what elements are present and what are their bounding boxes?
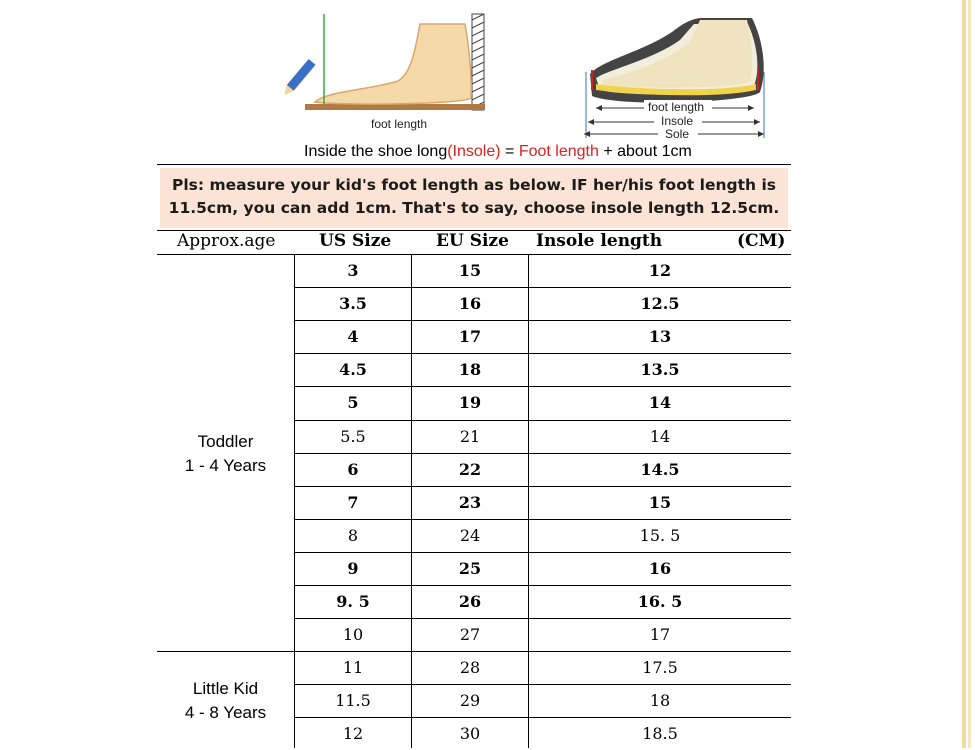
eu-size-cell: 27 (459, 625, 481, 645)
us-size-cell: 4 (347, 327, 359, 347)
header-insole-length: Insole length (536, 231, 663, 251)
caption-insole: Insole (661, 114, 694, 128)
caption-sole: Sole (665, 127, 690, 141)
insole-length-cell: 14.5 (640, 459, 680, 479)
insole-length-cell: 17.5 (642, 658, 678, 678)
us-size-cell: 8 (347, 525, 359, 545)
insole-length-cell: 13 (648, 327, 672, 347)
eu-size-cell: 30 (459, 724, 481, 744)
group-toddler-title: Toddler (197, 432, 254, 451)
eu-size-cell: 19 (458, 393, 482, 413)
us-size-cell: 3 (347, 261, 359, 280)
group-little-kid (158, 677, 293, 725)
eu-size-cell: 26 (458, 592, 482, 611)
insole-length-cell: 18.5 (642, 724, 678, 744)
header-us-size: US Size (319, 231, 392, 251)
caption-foot-length: foot length (371, 117, 428, 131)
us-size-cell: 11 (342, 658, 364, 678)
eu-size-cell: 22 (458, 459, 482, 479)
header-approx-age: Approx.age (177, 231, 276, 251)
rule-under-note (157, 164, 791, 165)
eu-size-cell: 18 (458, 360, 482, 380)
note-foot-length: Foot length (518, 143, 599, 160)
note-prefix: Inside the shoe long (304, 143, 448, 160)
us-size-cell: 12 (342, 724, 364, 744)
us-size-cell: 9. 5 (336, 592, 370, 611)
eu-size-cell: 24 (459, 525, 481, 545)
insole-length-cell: 18 (649, 691, 671, 711)
us-size-cell: 4.5 (339, 360, 367, 380)
eu-size-cell: 25 (458, 558, 482, 578)
insole-length-cell: 12.5 (640, 294, 680, 314)
group-little-kid-title: Little Kid (192, 679, 259, 698)
eu-size-cell: 29 (459, 691, 481, 711)
us-size-cell: 7 (347, 492, 359, 512)
us-size-cell: 9 (347, 558, 359, 578)
eu-size-cell: 23 (458, 492, 482, 512)
eu-size-cell: 28 (459, 658, 481, 678)
group-toddler-ages: 1 - 4 Years (184, 456, 267, 475)
insole-length-cell: 14 (649, 426, 671, 446)
foot-measure-illustration (285, 12, 490, 117)
insole-length-cell: 16. 5 (637, 592, 683, 611)
insole-length-cell: 15. 5 (639, 525, 681, 545)
note-equals: = (500, 143, 519, 160)
eu-size-cell: 16 (458, 294, 482, 314)
page-edge-stripe-outer (968, 0, 971, 748)
eu-size-cell: 17 (458, 327, 482, 347)
note-suffix: + about 1cm (598, 143, 692, 160)
us-size-cell: 5.5 (340, 426, 366, 446)
us-size-cell: 10 (342, 625, 364, 645)
insole-length-cell: 13.5 (640, 360, 680, 380)
insole-length-cell: 14 (648, 393, 672, 413)
insole-length-cell: 12 (648, 261, 672, 280)
group-little-kid-ages: 4 - 8 Years (184, 703, 267, 722)
insole-length-cell: 17 (649, 625, 671, 645)
measure-instruction-box (160, 168, 788, 228)
header-unit-cm: (CM) (737, 231, 786, 251)
us-size-cell: 6 (347, 459, 359, 479)
us-size-cell: 5 (347, 393, 359, 413)
note-insole: (Insole) (447, 143, 501, 160)
group-toddler (158, 430, 293, 478)
eu-size-cell: 15 (458, 261, 482, 280)
insole-formula-note (304, 143, 692, 161)
instruction-line-2: 11.5cm, you can add 1cm. That's to say, choose insole length 12.5cm. (168, 199, 780, 217)
page-edge-stripe (962, 0, 966, 748)
caption-shoe-foot-length: foot length (648, 100, 705, 114)
insole-length-cell: 16 (648, 558, 672, 578)
us-size-cell: 11.5 (335, 691, 371, 711)
instruction-line-1: Pls: measure your kid's foot length as below. IF her/his foot length is (171, 176, 776, 194)
eu-size-cell: 21 (459, 426, 481, 446)
insole-length-cell: 15 (648, 492, 672, 512)
header-eu-size: EU Size (436, 231, 509, 251)
us-size-cell: 3.5 (339, 294, 367, 314)
